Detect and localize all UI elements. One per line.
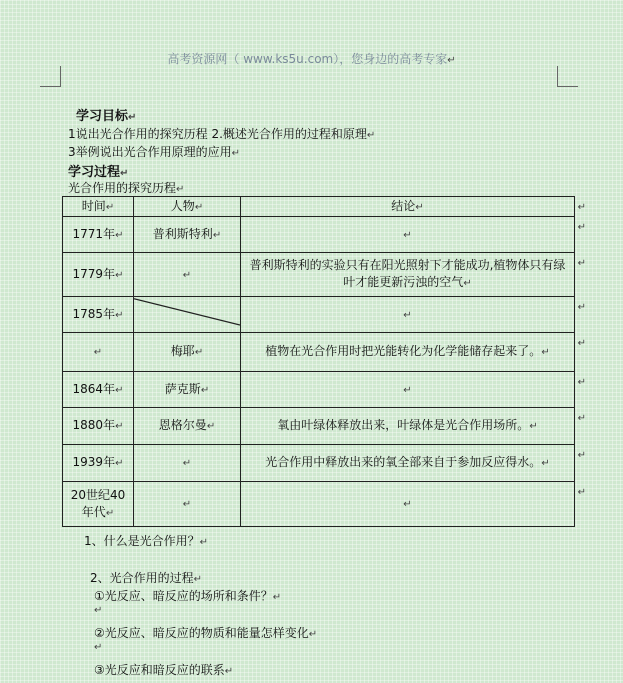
cell-person: ↵ — [134, 482, 241, 527]
cell-time: 1779年↵ — [63, 253, 134, 297]
cell-conclusion: 光合作用中释放出来的氧全部来自于参加反应得水。↵ ↵ — [241, 445, 575, 482]
cell-person: ↵ — [134, 445, 241, 482]
header-person: 人物↵ — [134, 197, 241, 217]
table-row — [63, 445, 575, 482]
table-row — [63, 217, 575, 253]
margin-corner-left — [40, 66, 61, 87]
question-1: 1、什么是光合作用？↵ — [84, 534, 209, 548]
cell-conclusion: ↵ ↵ — [241, 482, 575, 527]
cell-time: 1864年↵ — [63, 372, 134, 408]
paragraph-mark: ↵ — [447, 55, 456, 66]
blank-paragraph-mark: ↵ — [94, 605, 103, 616]
table-row — [63, 482, 575, 527]
table-row — [63, 408, 575, 445]
header-conclusion: 结论↵ ↵ — [241, 197, 575, 217]
table-row — [63, 333, 575, 372]
page-header — [0, 50, 623, 67]
cell-conclusion: 普利斯特利的实验只有在阳光照射下才能成功,植物体只有绿叶才能更新污浊的空气↵ ↵ — [241, 253, 575, 297]
table-row — [63, 372, 575, 408]
header-time: 时间↵ — [63, 197, 134, 217]
cell-conclusion: ↵ ↵ — [241, 217, 575, 253]
margin-corner-right — [557, 66, 578, 87]
cell-conclusion: 植物在光合作用时把光能转化为化学能储存起来了。↵ ↵ — [241, 333, 575, 372]
cell-time: 20世纪40年代↵ — [63, 482, 134, 527]
history-table — [62, 196, 586, 527]
cell-person: 恩格尔曼↵ — [134, 408, 241, 445]
table-row — [63, 253, 575, 297]
table-row — [63, 297, 575, 333]
cell-time: ↵ — [63, 333, 134, 372]
cell-conclusion: ↵ ↵ — [241, 372, 575, 408]
objectives-title: 学习目标↵ — [76, 109, 137, 124]
objectives-line-1: 1说出光合作用的探究历程 2.概述光合作用的过程和原理↵ — [68, 127, 376, 141]
question-2-1: ①光反应、暗反应的场所和条件？↵ — [94, 589, 282, 603]
cell-conclusion: 氧由叶绿体释放出来，叶绿体是光合作用场所。↵ ↵ — [241, 408, 575, 445]
cell-person: 萨克斯↵ — [134, 372, 241, 408]
blank-paragraph-mark-2: ↵ — [94, 642, 103, 653]
table-caption: 光合作用的探究历程↵ — [68, 181, 185, 195]
header-text: 高考资源网（ www.ks5u.com），您身边的高考专家 — [167, 52, 448, 66]
question-2-3: ③光反应和暗反应的联系↵ — [94, 663, 234, 677]
cell-time: 1771年↵ — [63, 217, 134, 253]
cell-person: 梅耶↵ — [134, 333, 241, 372]
question-2: 2、光合作用的过程↵ — [90, 571, 203, 585]
table-header-row — [63, 197, 575, 217]
question-2-2: ②光反应、暗反应的物质和能量怎样变化↵ — [94, 626, 318, 640]
cell-person: ↵ — [134, 253, 241, 297]
cell-time: 1939年↵ — [63, 445, 134, 482]
diagonal-line — [134, 297, 240, 332]
cell-person-diagonal — [134, 297, 241, 333]
cell-conclusion: ↵ ↵ — [241, 297, 575, 333]
cell-time: 1880年↵ — [63, 408, 134, 445]
cell-person: 普利斯特利↵ — [134, 217, 241, 253]
cell-time: 1785年↵ — [63, 297, 134, 333]
process-title: 学习过程↵ — [68, 165, 129, 180]
table-body — [63, 217, 586, 527]
objectives-line-2: 3举例说出光合作用原理的应用↵ — [68, 145, 241, 159]
